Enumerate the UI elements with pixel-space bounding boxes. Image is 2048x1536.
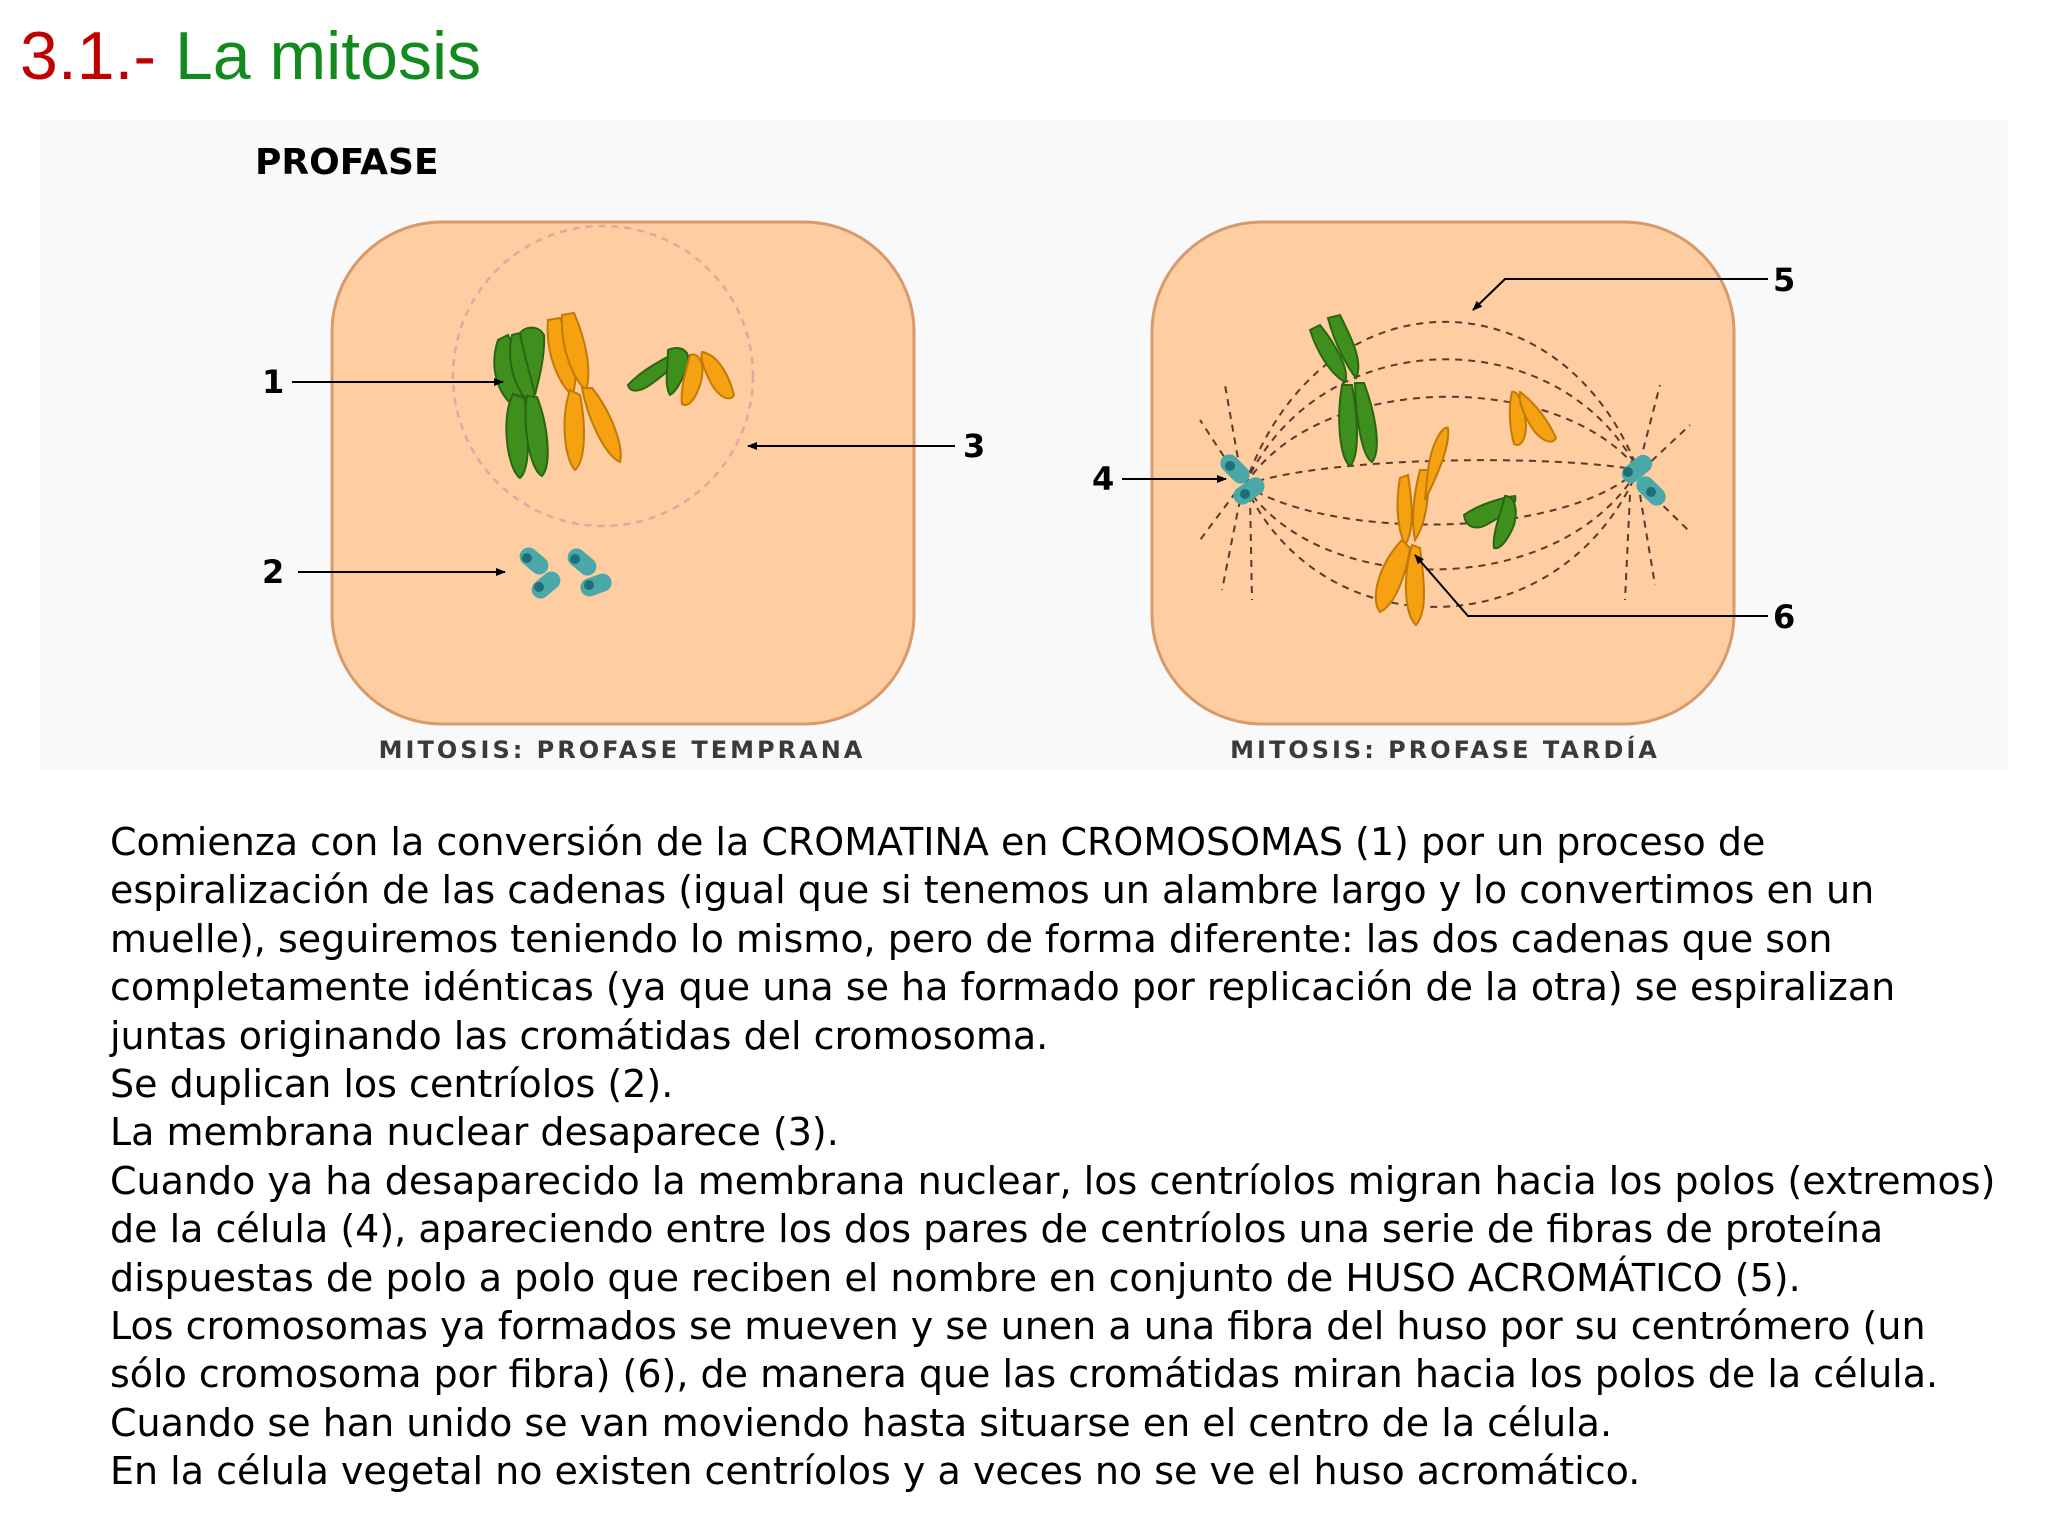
late-prophase-caption: MITOSIS: PROFASE TARDÍA [1230, 736, 1660, 764]
paragraph-chromatin: Comienza con la conversión de la CROMATINA en CROMOSOMAS (1) por un proceso de espiralización de las cadenas (igual que si tenemos un alambre largo y lo convertimos en un muelle), seguiremos teniendo lo mismo, pero de forma diferente: las dos cadenas que son completamente idénticas (ya que una se ha formado por replicación de la otra) se espiralizan juntas originando las cromátidas del cromosoma. [110, 820, 1896, 1058]
svg-text:5: 5 [1773, 261, 1796, 299]
paragraph-spindle: Cuando ya ha desaparecido la membrana nuclear, los centríolos migran hacia los polos (extremos) de la célula (4), apareciendo entre los dos pares de centríolos una serie de fibras de proteína dispuestas de polo a polo que reciben el nombre en conjunto de HUSO ACROMÁTICO (5). [110, 1158, 1996, 1300]
svg-text:6: 6 [1773, 598, 1796, 636]
early-prophase-cell [332, 222, 914, 724]
prophase-diagram [40, 120, 2008, 770]
explanation-text [110, 818, 2010, 1496]
paragraph-plant-cell: En la célula vegetal no existen centríolos y a veces no se ve el huso acromático. [110, 1449, 1641, 1494]
svg-text:3: 3 [963, 427, 986, 465]
figure-heading: PROFASE [255, 142, 439, 183]
prophase-figure [40, 120, 2008, 770]
paragraph-membrane: La membrana nuclear desaparece (3). [110, 1110, 839, 1155]
svg-text:4: 4 [1092, 460, 1115, 498]
svg-text:2: 2 [262, 553, 285, 591]
svg-text:1: 1 [262, 363, 285, 401]
paragraph-centrioles: Se duplican los centríolos (2). [110, 1062, 674, 1107]
early-prophase-caption: MITOSIS: PROFASE TEMPRANA [378, 736, 866, 764]
page-title [20, 16, 481, 96]
paragraph-attachment: Los cromosomas ya formados se mueven y se unen a una fibra del huso por su centrómero (un sólo cromosoma por fibra) (6), de manera que las cromátidas miran hacia los polos de la célula. [110, 1304, 1939, 1397]
paragraph-center: Cuando se han unido se van moviendo hasta situarse en el centro de la célula. [110, 1400, 1613, 1445]
title-number: 3.1.- [20, 18, 157, 94]
title-text: La mitosis [174, 18, 482, 94]
